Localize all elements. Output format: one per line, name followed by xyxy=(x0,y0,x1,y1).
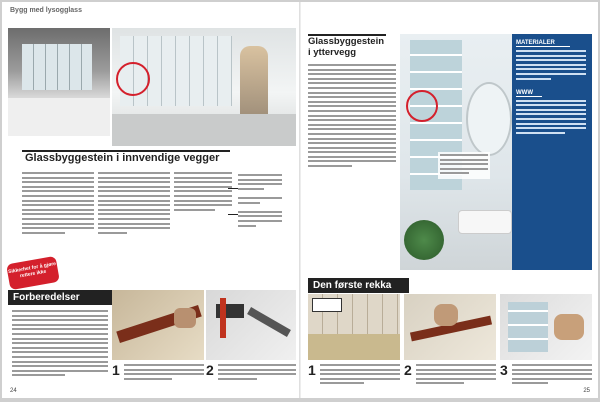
www-links xyxy=(516,100,586,134)
info-sidebar xyxy=(512,34,592,270)
note-pointer-line xyxy=(228,188,238,189)
section-title-bar xyxy=(308,278,409,293)
body-text-col2 xyxy=(98,172,170,236)
page-number: 24 xyxy=(10,388,17,394)
safety-badge: Sikkerhet for å gjøre rettere ikke xyxy=(6,256,60,290)
step-photo-tools xyxy=(206,290,296,360)
feature-title: Glassbyggestein i innvendige vegger xyxy=(25,152,220,164)
section-text xyxy=(12,310,108,379)
feature-title-box xyxy=(22,150,230,170)
highlight-ring xyxy=(406,90,438,122)
step-caption xyxy=(512,364,592,387)
materials-text xyxy=(516,50,586,80)
step-number: 2 xyxy=(206,362,214,378)
photo-caption xyxy=(438,152,490,179)
step-number: 1 xyxy=(112,362,120,378)
section-title: Forberedelser xyxy=(13,292,80,303)
feature-title-box xyxy=(308,34,386,60)
step-number: 1 xyxy=(308,362,316,378)
step-number: 2 xyxy=(404,362,412,378)
step-photo-spacers xyxy=(500,294,592,360)
kitchen-photo xyxy=(8,28,110,136)
step-caption xyxy=(416,364,496,387)
step-caption xyxy=(218,364,296,382)
page-number: 25 xyxy=(583,388,590,394)
step-photo-hand-level xyxy=(404,294,496,360)
margin-note xyxy=(238,174,282,229)
www-heading: WWW xyxy=(516,90,542,97)
step-photo-level xyxy=(112,290,204,360)
step-caption xyxy=(320,364,400,387)
step-photo-bricks xyxy=(308,294,400,360)
running-head: Bygg med lysogglass xyxy=(10,7,82,14)
step-number: 3 xyxy=(500,362,508,378)
step-caption xyxy=(124,364,204,382)
spine-gutter xyxy=(299,2,301,398)
materials-heading: MATERIALER xyxy=(516,40,570,47)
body-text-col3 xyxy=(174,172,232,213)
section-title: Den første rekka xyxy=(313,280,392,291)
magazine-spread xyxy=(2,2,598,398)
note-pointer-line xyxy=(228,214,238,215)
highlight-ring xyxy=(116,62,150,96)
body-text-col1 xyxy=(22,172,94,236)
section-title-bar xyxy=(8,290,113,305)
feature-title-line1: Glassbyggestein xyxy=(308,36,385,47)
body-text-col xyxy=(308,64,396,170)
feature-title-line2: i yttervegg xyxy=(308,47,357,58)
